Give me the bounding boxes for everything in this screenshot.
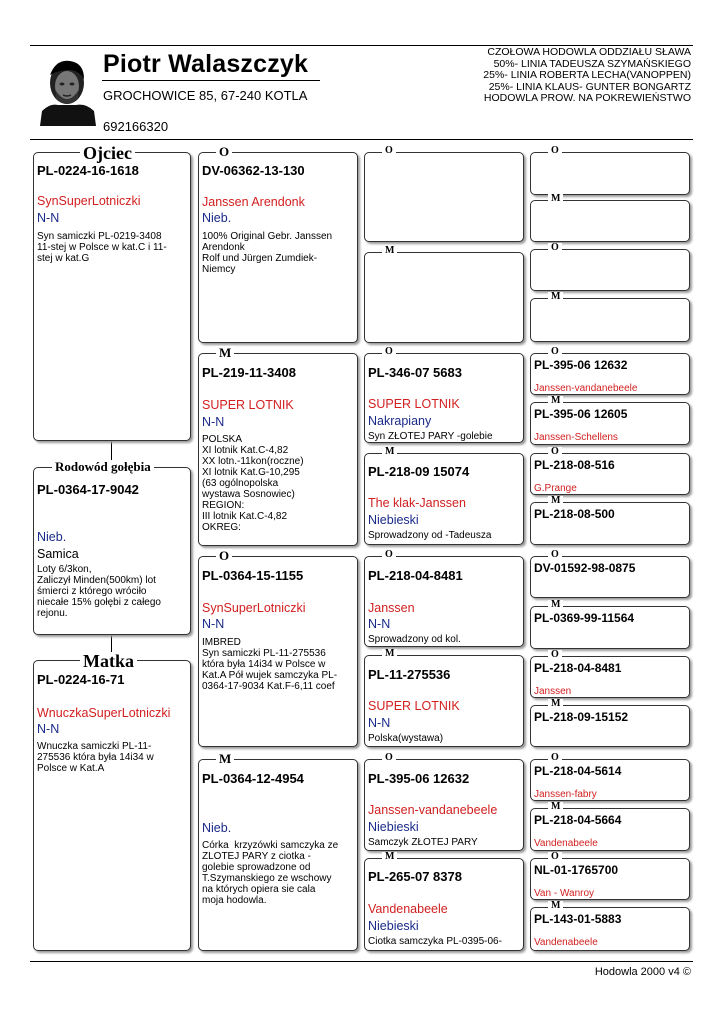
gen4-card[interactable]: [530, 502, 690, 545]
fm-card[interactable]: [198, 353, 358, 546]
mf-note: IMBRED Syn samiczki PL-11-275536 która była 14i34 w Polsce w Kat.A Pół wujek samczyka PL- 0364-17-9034 Kat.F-6,11 coef: [202, 637, 338, 692]
info-line: 25%- LINIA KLAUS- GUNTER BONGARTZ: [488, 80, 691, 93]
mm-note: Córka krzyzówki samczyka ze ZLOTEJ PARY z ciotka - golebie sprowadzone od T.Szymanskiego ze wschowy na których opiera sie cala moja hodowla.: [202, 840, 339, 906]
fmm-label: M: [382, 447, 397, 457]
ffx-label-o: O: [382, 146, 396, 156]
mff-label: O: [382, 550, 396, 560]
mmf-card[interactable]: [364, 759, 524, 851]
mmf-label: O: [382, 753, 396, 763]
gen4-ring: PL-395-06 12605: [534, 407, 628, 421]
gen4-name: Vandenabeele: [534, 838, 598, 849]
mf-card[interactable]: [198, 556, 358, 747]
mff-ring: PL-218-04-8481: [368, 568, 463, 583]
father-label: Ojciec: [80, 144, 135, 162]
gen4-label-o: O: [548, 852, 562, 862]
mmm-name: Vandenabeele: [368, 902, 448, 916]
gen4-card[interactable]: [530, 200, 690, 242]
name-underline: [102, 80, 320, 81]
ff-label: O: [216, 145, 232, 158]
gen4-label-o: O: [548, 550, 562, 560]
fmf-color: Nakrapiany: [368, 414, 432, 428]
gen4-card[interactable]: [530, 453, 690, 495]
father-color: N-N: [37, 211, 60, 225]
fmf-label: O: [382, 347, 396, 357]
mff-card[interactable]: [364, 556, 524, 647]
fmm-card[interactable]: [364, 453, 524, 545]
gen4-ring: PL-218-09-15152: [534, 710, 629, 724]
mfm-note: Polska(wystawa): [368, 733, 444, 744]
gen4-card[interactable]: [530, 402, 690, 445]
gen4-ring: PL-218-04-5664: [534, 813, 622, 827]
gen4-card[interactable]: [530, 152, 690, 195]
mmm-label: M: [382, 852, 397, 862]
gen4-label-m: M: [548, 194, 563, 204]
breeder-photo: [36, 53, 98, 126]
ff-color: Nieb.: [202, 211, 232, 225]
ff-note: 100% Original Gebr. Janssen Arendonk Rolf und Jürgen Zumdiek- Niemcy: [202, 231, 333, 275]
footer-rule: [30, 961, 693, 962]
fmf-ring: PL-346-07 5683: [368, 365, 462, 380]
mmm-ring: PL-265-07 8378: [368, 869, 462, 884]
gen4-label-o: O: [548, 447, 562, 457]
gen4-name: G.Prange: [534, 483, 577, 494]
gen4-label-o: O: [548, 650, 562, 660]
pigeon-label: Rodowód gołębia: [52, 460, 154, 473]
fm-label: M: [216, 346, 234, 359]
gen4-name: Vandenabeele: [534, 937, 598, 948]
gen4-card[interactable]: [530, 808, 690, 851]
mmm-note: Ciotka samczyka PL-0395-06-: [368, 936, 502, 947]
gen4-label-o: O: [548, 347, 562, 357]
mm-card[interactable]: [198, 759, 358, 951]
breeding-info: [483, 47, 691, 105]
pigeon-card[interactable]: [33, 467, 191, 635]
fmm-note: Sprowadzony od -Tadeusza: [368, 530, 492, 541]
info-line: 25%- LINIA ROBERTA LECHA(VANOPPEN): [483, 69, 691, 81]
fmf-note: Syn ZŁOTEJ PARY -golebie: [368, 431, 493, 442]
gen4-card[interactable]: [530, 606, 690, 649]
fmf-card[interactable]: [364, 353, 524, 443]
gen4-label-m: M: [548, 292, 563, 302]
gen4-label-m: M: [548, 699, 563, 709]
mmf-ring: PL-395-06 12632: [368, 771, 470, 786]
gen4-card[interactable]: [530, 353, 690, 395]
mother-color: N-N: [37, 722, 60, 736]
mmf-name: Janssen-vandanebeele: [368, 803, 498, 817]
mmf-note: Samczyk ZŁOTEJ PARY: [368, 837, 478, 848]
mff-color: N-N: [368, 617, 391, 631]
info-line: 50%- LINIA TADEUSZA SZYMAŃSKIEGO: [493, 57, 691, 70]
mf-label: O: [216, 549, 232, 562]
gen4-label-m: M: [548, 802, 563, 812]
gen4-label-o: O: [548, 753, 562, 763]
mf-color: N-N: [202, 617, 225, 631]
mm-color: Nieb.: [202, 821, 232, 835]
gen4-ring: PL-218-04-5614: [534, 764, 622, 778]
fm-ring: PL-219-11-3408: [202, 365, 296, 380]
father-card[interactable]: [33, 152, 191, 441]
gen4-card[interactable]: [530, 907, 690, 951]
gen4-ring: PL-143-01-5883: [534, 912, 622, 926]
gen4-card[interactable]: [530, 759, 690, 801]
gen4-name: Janssen-vandanebeele: [534, 383, 638, 394]
gen4-label-m: M: [548, 496, 563, 506]
ffx-card-m[interactable]: [364, 252, 524, 343]
father-note: Syn samiczki PL-0219-3408 11-stej w Polsce w kat.C i 11- stej w kat.G: [37, 231, 167, 264]
gen4-label-m: M: [548, 901, 563, 911]
gen4-label-m: M: [548, 600, 563, 610]
gen4-label-m: M: [548, 396, 563, 406]
gen4-card[interactable]: [530, 556, 690, 598]
mother-name: WnuczkaSuperLotniczki: [37, 706, 171, 720]
mother-note: Wnuczka samiczki PL-11- 275536 która była 14i34 w Polsce w Kat.A: [37, 741, 154, 774]
ff-name: Janssen Arendonk: [202, 195, 305, 209]
ffx-label-m: M: [382, 246, 397, 256]
gen4-name: Janssen-fabry: [534, 789, 597, 800]
mmf-color: Niebieski: [368, 820, 419, 834]
mff-note: Sprowadzony od kol.: [368, 634, 461, 645]
gen4-ring: PL-218-08-500: [534, 507, 615, 521]
pigeon-color: Nieb.: [37, 530, 67, 544]
mm-ring: PL-0364-12-4954: [202, 771, 304, 786]
breeder-address: GROCHOWICE 85, 67-240 KOTLA: [103, 88, 308, 103]
fmm-ring: PL-218-09 15074: [368, 464, 470, 479]
gen4-ring: DV-01592-98-0875: [534, 561, 636, 575]
header-bottom-rule: [30, 139, 693, 140]
mf-ring: PL-0364-15-1155: [202, 568, 304, 583]
gen4-label-o: O: [548, 146, 562, 156]
gen4-name: Janssen-Schellens: [534, 432, 618, 443]
mother-ring: PL-0224-16-71: [37, 672, 125, 687]
info-line: CZOŁOWA HODOWLA ODDZIAŁU SŁAWA: [487, 46, 691, 58]
gen4-ring: NL-01-1765700: [534, 863, 619, 877]
mfm-color: N-N: [368, 716, 391, 730]
info-line: HODOWLA PROW. NA POKREWIEŃSTWO: [483, 92, 691, 104]
mmm-card[interactable]: [364, 858, 524, 951]
gen4-ring: PL-395-06 12632: [534, 358, 628, 372]
mmm-color: Niebieski: [368, 919, 419, 933]
gen4-ring: PL-0369-99-11564: [534, 611, 635, 625]
mother-card[interactable]: [33, 660, 191, 951]
gen4-name: Van - Wanroy: [534, 888, 595, 899]
fm-color: N-N: [202, 415, 225, 429]
breeder-name: Piotr Walaszczyk: [103, 50, 309, 78]
fm-note: POLSKA XI lotnik Kat.C-4,82 XX lotn.-11kon(roczne) XI lotnik Kat.G-10,295 (63 ogólnopolska wystawa Sosnowiec) REGION: III lotnik Kat.C-4,82 OKREG:: [202, 434, 304, 533]
mfm-ring: PL-11-275536: [368, 667, 451, 682]
pigeon-note: Loty 6/3kon, Zaliczył Minden(500km) lot śmierci z którego wróciło niecałe 15% gołębi z całego rejonu.: [37, 564, 161, 619]
gen4-card[interactable]: [530, 705, 690, 747]
breeder-phone: 692166320: [103, 119, 169, 134]
footer-credit: Hodowla 2000 v4 ©: [594, 966, 691, 978]
gen4-ring: PL-218-04-8481: [534, 661, 622, 675]
fmf-name: SUPER LOTNIK: [368, 397, 460, 411]
mfm-name: SUPER LOTNIK: [368, 699, 460, 713]
gen4-name: Janssen: [534, 686, 572, 697]
mfm-card[interactable]: [364, 655, 524, 747]
pigeon-ring: PL-0364-17-9042: [37, 482, 139, 497]
ffx-card-o[interactable]: [364, 152, 524, 242]
mf-name: SynSuperLotniczki: [202, 601, 306, 615]
gen4-card[interactable]: [530, 858, 690, 900]
ff-card[interactable]: [198, 152, 358, 343]
ff-ring: DV-06362-13-130: [202, 163, 305, 178]
mff-name: Janssen: [368, 601, 415, 615]
mfm-label: M: [382, 649, 397, 659]
gen4-card[interactable]: [530, 298, 690, 342]
father-ring: PL-0224-16-1618: [37, 163, 139, 178]
gen4-ring: PL-218-08-516: [534, 458, 615, 472]
fm-name: SUPER LOTNIK: [202, 398, 294, 412]
fmm-color: Niebieski: [368, 513, 419, 527]
father-name: SynSuperLotniczki: [37, 194, 141, 208]
gen4-label-o: O: [548, 243, 562, 253]
mother-label: Matka: [80, 652, 137, 670]
gen4-card[interactable]: [530, 249, 690, 291]
gen4-card[interactable]: [530, 656, 690, 698]
fmm-name: The klak-Janssen: [368, 496, 466, 510]
pigeon-sex: Samica: [37, 547, 79, 561]
mm-label: M: [216, 752, 234, 765]
